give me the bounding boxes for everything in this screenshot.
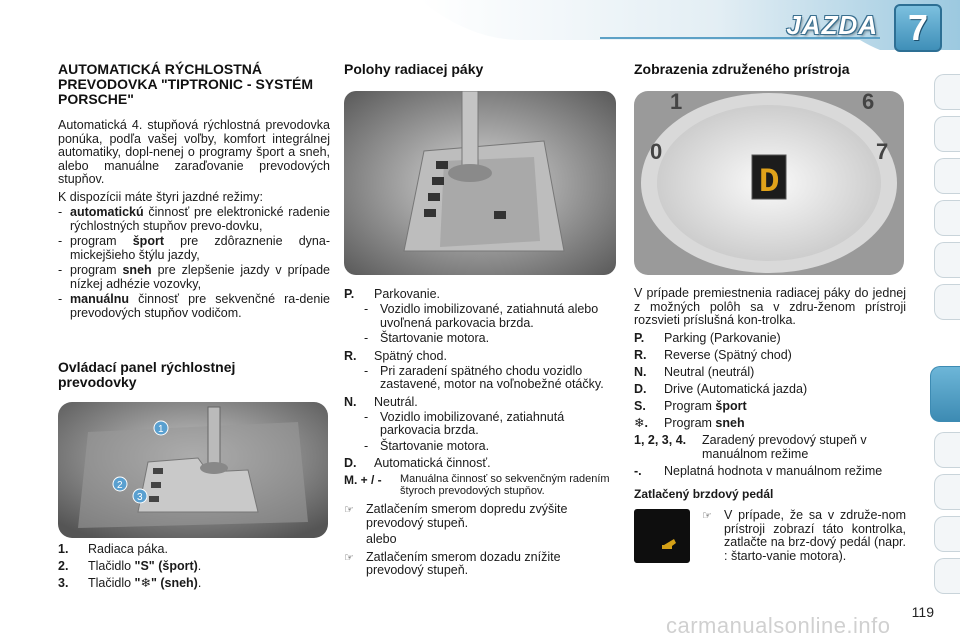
svg-text:3: 3 bbox=[137, 492, 143, 503]
chapter-tabs bbox=[932, 66, 960, 626]
list-item: 2. Tlačidlo "S" (šport). bbox=[58, 559, 202, 573]
position-r: R. Spätný chod. bbox=[344, 348, 447, 363]
chapter-tab[interactable] bbox=[934, 284, 960, 320]
list-item: D. Drive (Automatická jazda) bbox=[634, 381, 808, 396]
position-m: M. + / - Manuálna činnosť so sekvenčným radením štyroch prevodových stupňov. bbox=[344, 473, 610, 497]
instrument-cluster-illustration bbox=[634, 91, 904, 275]
intro-text: Automatická 4. stupňová rýchlostná prevodovka ponúka, podľa vašej voľby, komfort integrálnej automatiky, dopl-nenej o programy šport a sneh, alebo manuálne zaraďovanie prevodových stupňov. bbox=[58, 118, 330, 186]
gear-panel-illustration bbox=[58, 402, 328, 538]
svg-text:6: 6 bbox=[862, 91, 875, 114]
or-text: alebo bbox=[366, 532, 397, 546]
list-item: - automatickú činnosť pre elektronické radenie rýchlostných stupňov prevo-dovku, bbox=[58, 205, 330, 233]
position-d: D. Automatická činnosť. bbox=[344, 456, 491, 470]
page-number: 119 bbox=[911, 604, 934, 620]
page-header bbox=[0, 0, 960, 60]
gear-display: D bbox=[759, 164, 780, 202]
list-item: 3. Tlačidlo "❄" (sneh). bbox=[58, 576, 202, 590]
brake-heading: Zatlačený brzdový pedál bbox=[634, 486, 774, 501]
panel-items bbox=[58, 542, 330, 590]
list-item: - program šport pre zdôraznenie dyna-mickejšieho štýlu jazdy, bbox=[58, 234, 330, 262]
svg-text:2: 2 bbox=[117, 480, 123, 491]
list-item: - program sneh pre zlepšenie jazdy v prípade nízkej adhézie vozovky, bbox=[58, 263, 330, 291]
modes-list bbox=[58, 206, 330, 320]
watermark: carmanualsonline.info bbox=[666, 613, 891, 638]
cluster-defs bbox=[634, 331, 906, 478]
section-heading: Zobrazenia združeného prístroja bbox=[634, 61, 850, 77]
chapter-title: JAZDA bbox=[786, 10, 878, 40]
chapter-tab[interactable] bbox=[934, 474, 960, 510]
column-2 bbox=[344, 60, 616, 578]
bullet-item: ☞ Zatlačením smerom dopredu zvýšite prevodový stupeň. bbox=[344, 502, 568, 530]
chapter-tab[interactable] bbox=[934, 74, 960, 110]
bullet-item: ☞ V prípade, že sa v združe-nom prístroji zobrazí táto kontrolka, zatlačte na brz-dový pedál (napr. : štarto-vanie motora). bbox=[702, 508, 906, 563]
position-p: P. Parkovanie. bbox=[344, 287, 441, 301]
gear-lever-illustration bbox=[344, 91, 616, 275]
section-heading: Polohy radiacej páky bbox=[344, 61, 484, 77]
list-item: P. Parking (Parkovanie) bbox=[634, 330, 781, 345]
list-item: - manuálnu činnosť pre sekvenčné ra-denie prevodových stupňov vodičom. bbox=[58, 292, 330, 320]
section-heading: AUTOMATICKÁ RÝCHLOSTNÁ PREVODOVKA "TIPTRONIC - SYSTÉM PORSCHE" bbox=[58, 61, 314, 107]
position-note: - Vozidlo imobilizované, zatiahnutá parkovacia brzda. bbox=[364, 409, 565, 437]
pointer-icon: ☞ bbox=[344, 504, 354, 516]
pointer-icon: ☞ bbox=[344, 551, 354, 564]
position-note: - Štartovanie motora. bbox=[364, 438, 490, 453]
brake-warning-image bbox=[634, 509, 690, 563]
svg-text:7: 7 bbox=[876, 139, 889, 164]
list-item: N. Neutral (neutrál) bbox=[634, 364, 755, 379]
list-item: ❄. Program sneh bbox=[634, 415, 745, 430]
column-1 bbox=[58, 60, 330, 590]
chapter-tab-active[interactable] bbox=[930, 366, 960, 422]
svg-text:1: 1 bbox=[158, 424, 164, 435]
chapter-number: 7 bbox=[894, 4, 942, 52]
column-3 bbox=[634, 60, 906, 563]
positions-list bbox=[344, 287, 616, 497]
chapter-tab[interactable] bbox=[934, 200, 960, 236]
position-note: - Pri zaradení spätného chodu vozidlo zastavené, motor na voľnobežné otáčky. bbox=[364, 363, 604, 391]
pointer-icon: ☞ bbox=[702, 510, 712, 522]
position-n: N. Neutrál. bbox=[344, 394, 418, 409]
chapter-tab[interactable] bbox=[934, 242, 960, 278]
panel-heading: Ovládací panel rýchlostnej prevodovky bbox=[58, 359, 236, 390]
position-note: - Vozidlo imobilizované, zatiahnutá alebo uvoľnená parkovacia brzda. bbox=[364, 302, 599, 330]
svg-text:0: 0 bbox=[650, 139, 663, 164]
brake-block bbox=[634, 509, 906, 563]
chapter-tab[interactable] bbox=[934, 158, 960, 194]
gear-panel-image bbox=[58, 402, 328, 538]
modes-intro: K dispozícii máte štyri jazdné režimy: bbox=[58, 189, 263, 204]
instrument-cluster-image bbox=[634, 91, 904, 275]
svg-text:1: 1 bbox=[670, 91, 683, 114]
list-item: 1. Radiaca páka. bbox=[58, 542, 168, 556]
list-item: R. Reverse (Spätný chod) bbox=[634, 347, 792, 362]
position-note: - Štartovanie motora. bbox=[364, 331, 490, 345]
brake-pedal-icon bbox=[634, 509, 690, 563]
list-item: S. Program šport bbox=[634, 398, 747, 413]
list-item: -. Neplatná hodnota v manuálnom režime bbox=[634, 463, 883, 478]
chapter-tab[interactable] bbox=[934, 116, 960, 152]
bullet-item: ☞ Zatlačením smerom dozadu znížite prevodový stupeň. bbox=[344, 549, 561, 577]
chapter-tab[interactable] bbox=[934, 516, 960, 552]
chapter-tab[interactable] bbox=[934, 558, 960, 594]
chapter-tab[interactable] bbox=[934, 432, 960, 468]
list-item: 1, 2, 3, 4. Zaradený prevodový stupeň v manuálnom režime bbox=[634, 432, 867, 461]
cluster-intro: V prípade premiestnenia radiacej páky do jednej z možných polôh sa v zdru-ženom prístroji rozsvieti príslušná kon-trolka. bbox=[634, 286, 906, 327]
gear-lever-image bbox=[344, 91, 616, 275]
